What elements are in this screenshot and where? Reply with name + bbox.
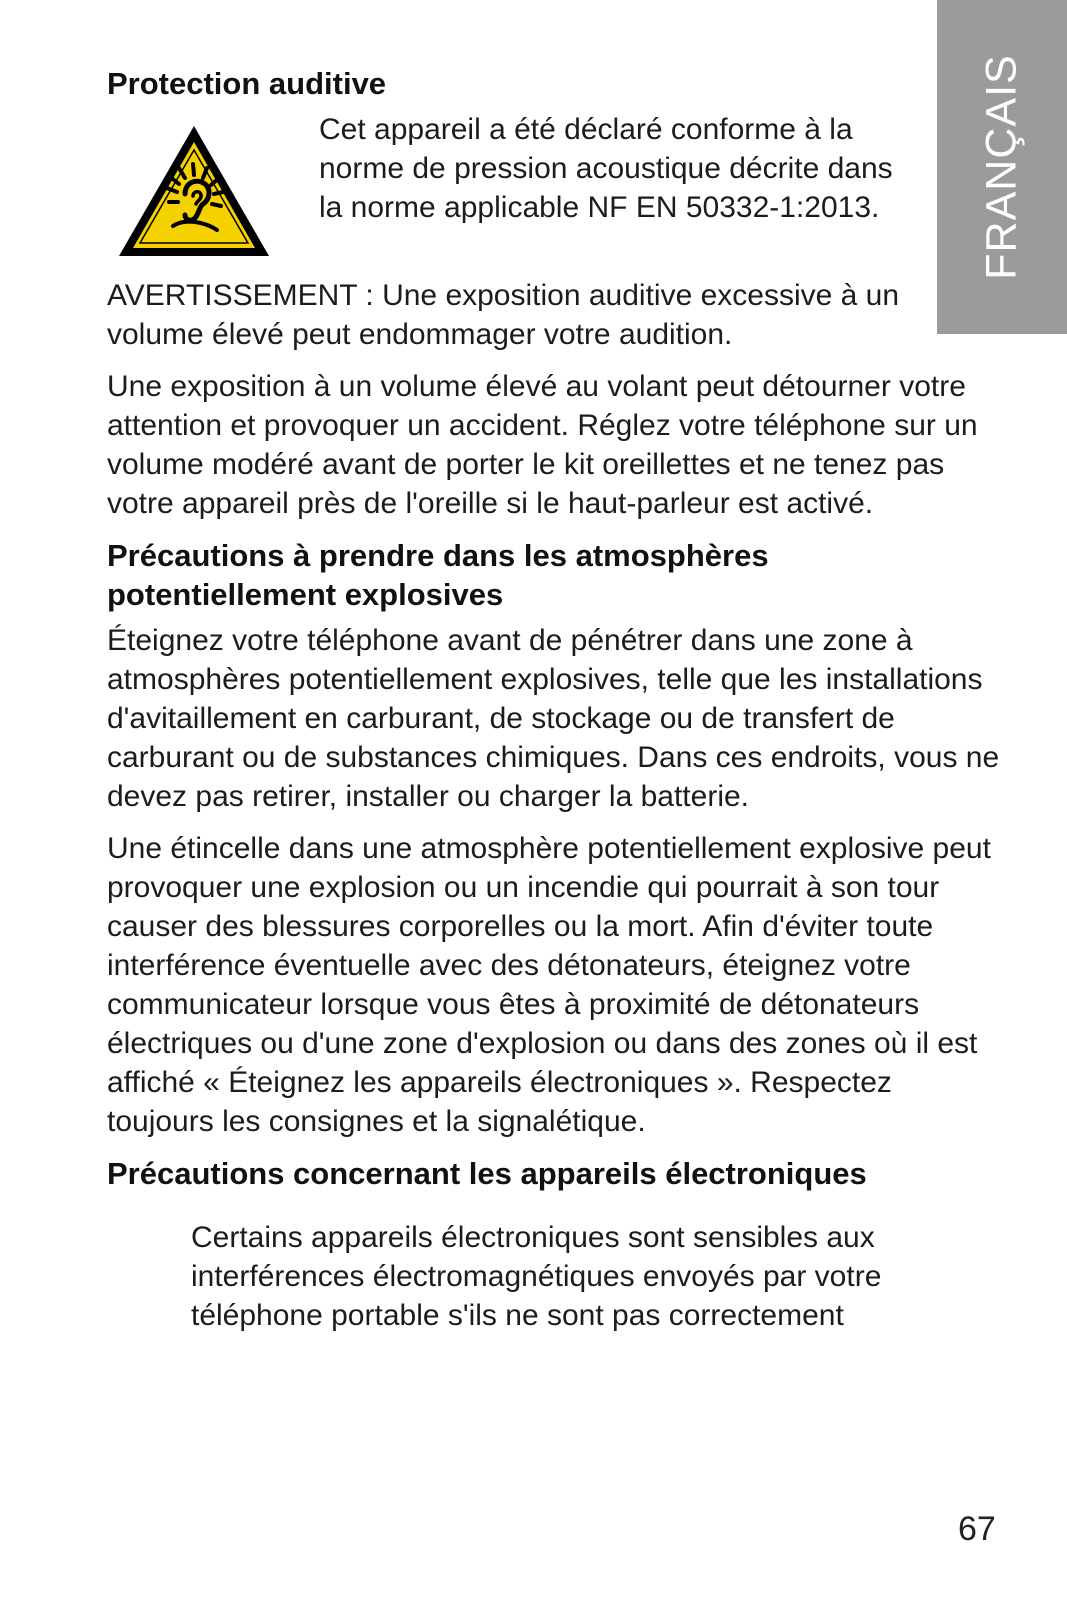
page-number: 67 [958, 1510, 996, 1548]
section-title-hearing: Protection auditive [107, 66, 387, 101]
hearing-conformity-block [107, 110, 1002, 268]
explosive-paragraph-2: Une étincelle dans une atmosphère potentiellement explosive peut provoquer une explosion ou un incendie qui pourrait à son tour causer des blessures corporelles ou la mort. Afin d'éviter toute interférence éventuelle avec des détonateurs, éteignez votre communicateur lorsque vous êtes à proximité de détonateurs électriques ou d'une zone d'explosion ou dans des zones où il est affiché « Éteignez les appareils électroniques ». Respectez toujours les consignes et la signalétique. [107, 832, 991, 1138]
section-title-electronic: Précautions concernant les appareils électroniques [107, 1156, 867, 1191]
language-label: FRANÇAIS [977, 54, 1026, 280]
hearing-hazard-warning-icon [115, 122, 273, 262]
section-title-explosive: Précautions à prendre dans les atmosphères potentiellement explosives [107, 538, 769, 612]
driving-volume-text: Une exposition à un volume élevé au volant peut détourner votre attention et provoquer un accident. Réglez votre téléphone sur un volume modéré avant de porter le kit oreillettes et ne tenez pas votre appareil près de l'oreille si le haut-parleur est activé. [107, 370, 978, 520]
page-content [107, 64, 1002, 1348]
electronic-paragraph-1: Certains appareils électroniques sont sensibles aux interférences électromagnétiques envoyés par votre téléphone portable s'ils ne sont pas correctement [191, 1221, 882, 1332]
hearing-warning-text: AVERTISSEMENT : Une exposition auditive excessive à un volume élevé peut endommager votre audition. [107, 279, 900, 351]
conformity-text: Cet appareil a été déclaré conforme à la norme de pression acoustique décrite dans la norme applicable NF EN 50332-1:2013. [319, 113, 893, 224]
explosive-paragraph-1: Éteignez votre téléphone avant de pénétrer dans une zone à atmosphères potentiellement explosives, telle que les installations d'avitaillement en carburant, de stockage ou de transfert de carburant ou de substances chimiques. Dans ces endroits, vous ne devez pas retirer, installer ou charger la batterie. [107, 624, 1000, 813]
